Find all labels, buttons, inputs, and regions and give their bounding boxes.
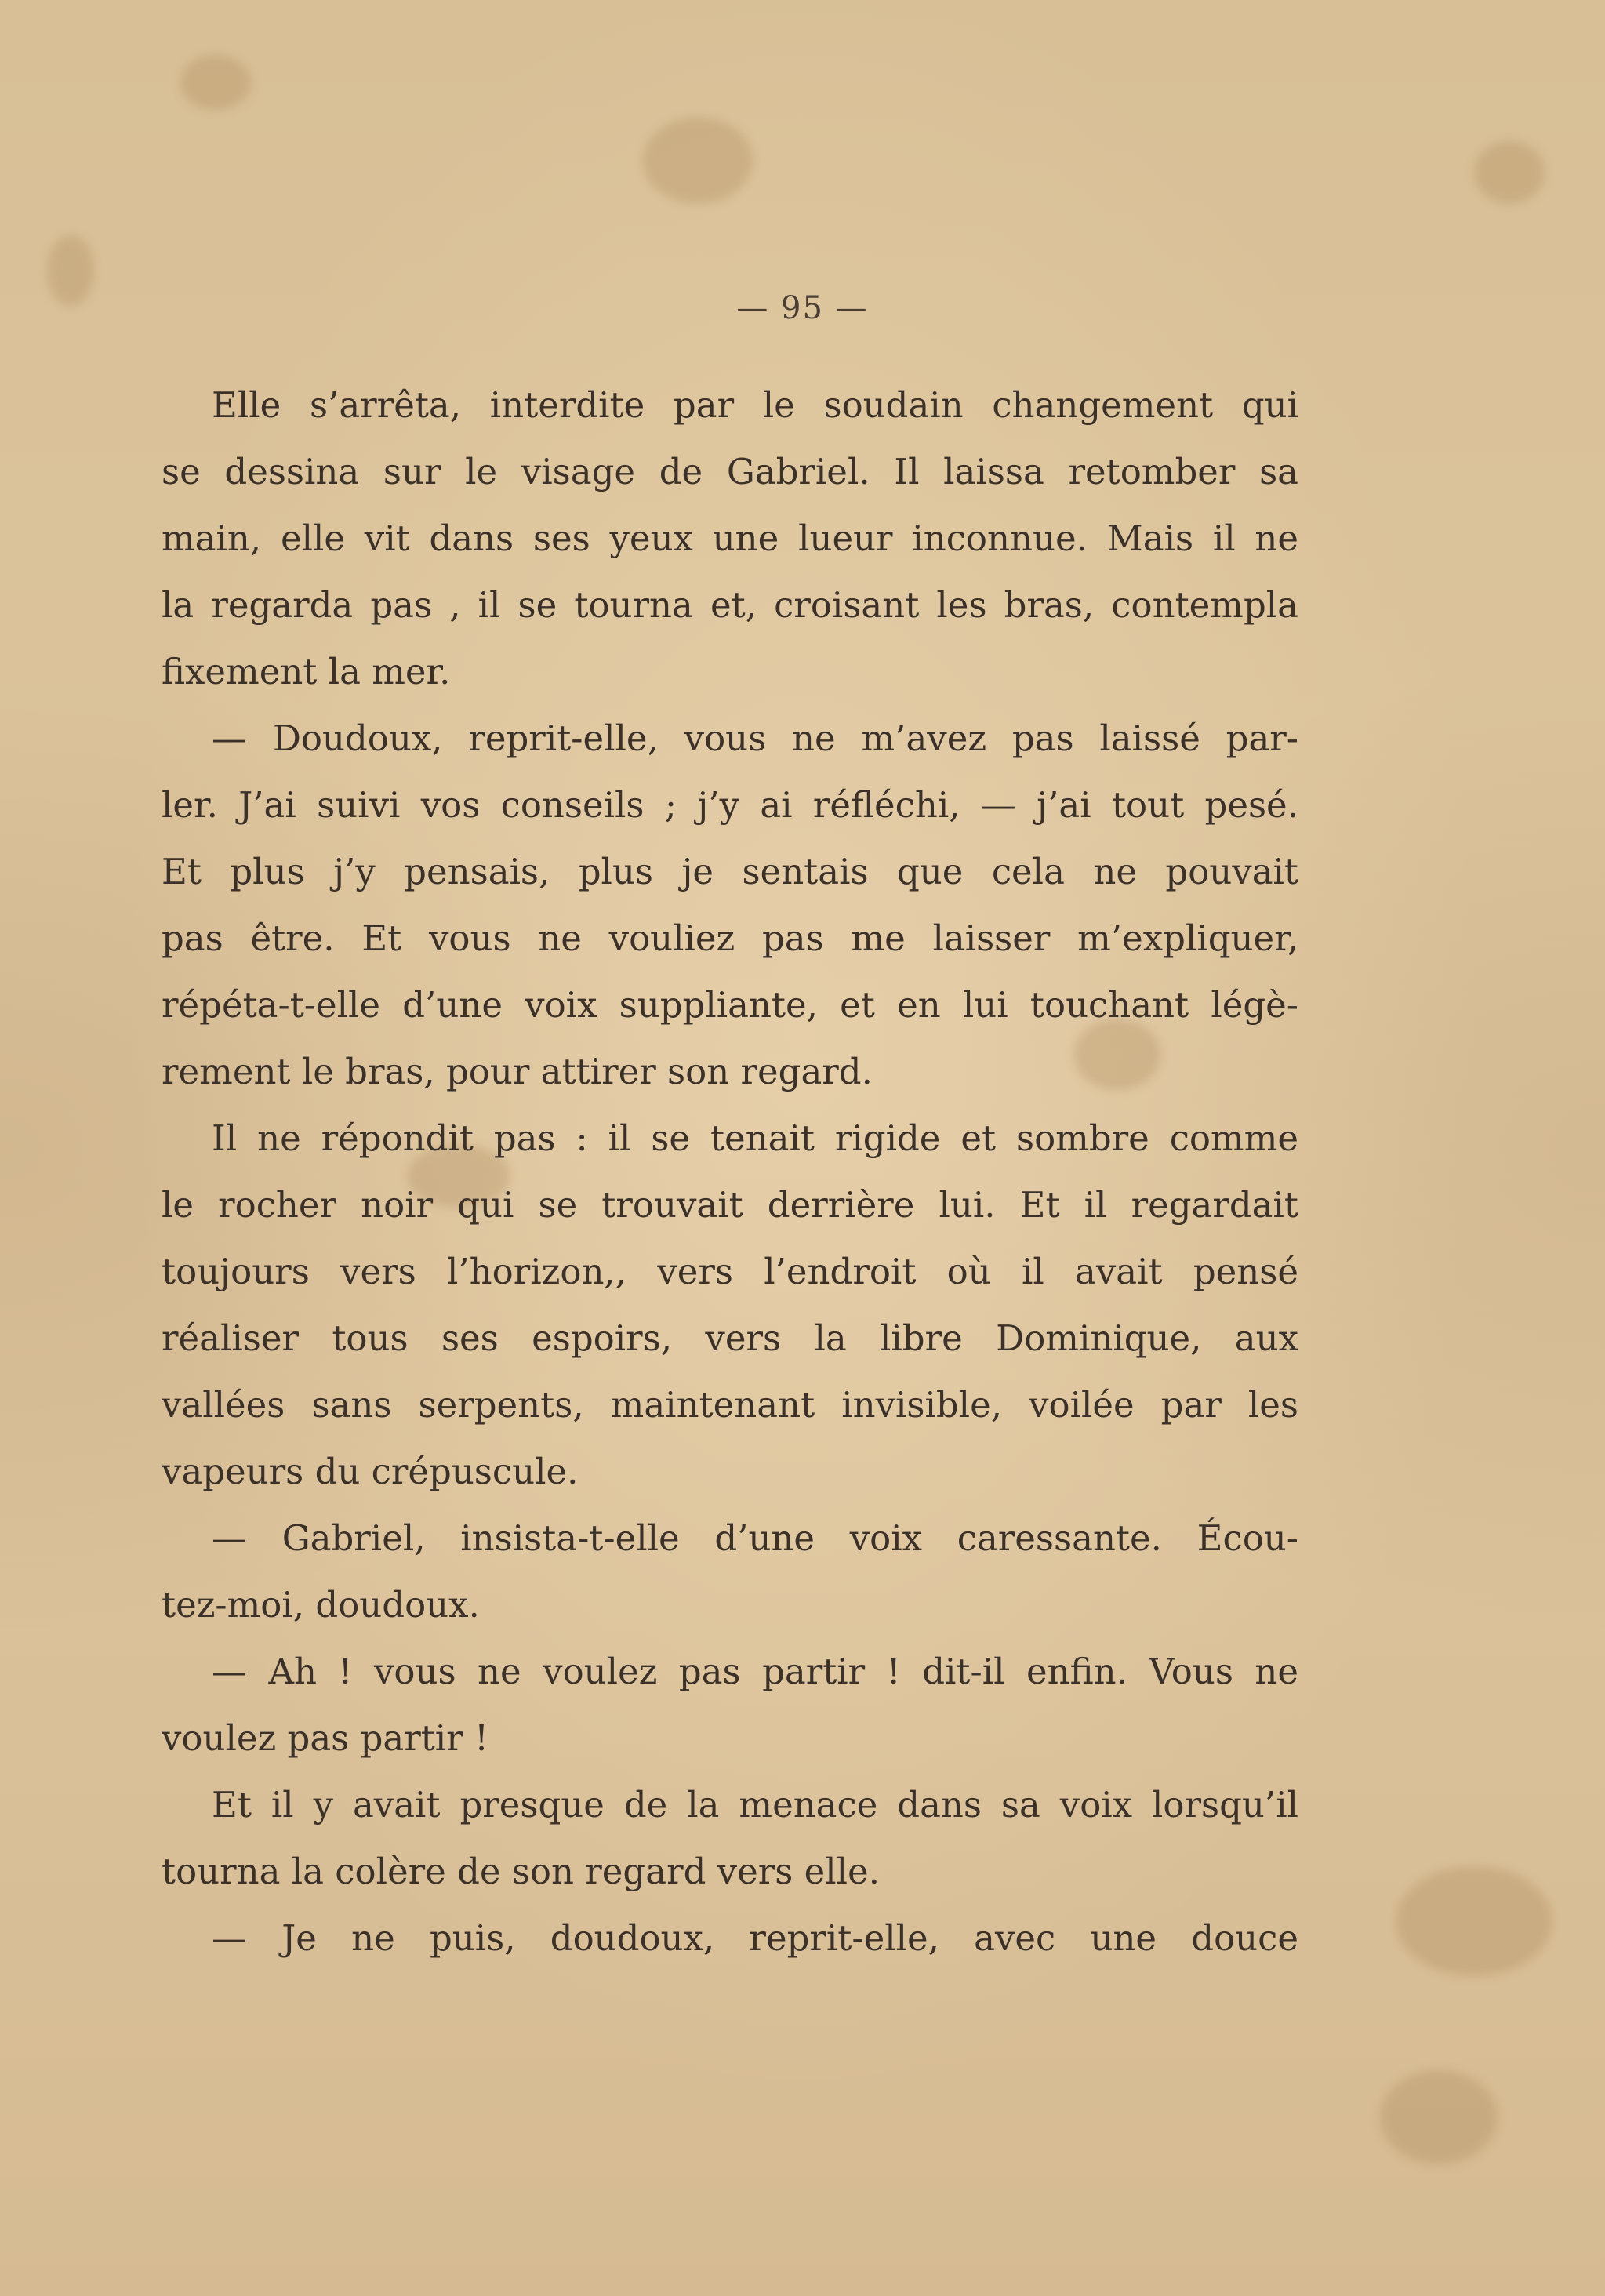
paper-stain — [180, 55, 251, 110]
text-line: main, elle vit dans ses yeux une lueur inconnue. Mais il ne — [162, 518, 1298, 559]
page-number: — 95 — — [736, 290, 869, 326]
text-line: — Ah ! vous ne voulez pas partir ! dit-il enfin. Vous ne — [212, 1651, 1298, 1692]
text-line: Et il y avait presque de la menace dans sa voix lorsqu’il — [212, 1784, 1298, 1826]
text-line: fixement la mer. — [162, 651, 451, 692]
text-line: le rocher noir qui se trouvait derrière lui. Et il regardait — [162, 1184, 1298, 1226]
text-line: toujours vers l’horizon,, vers l’endroit où il avait pensé — [162, 1251, 1298, 1292]
text-line: tez-moi, doudoux. — [162, 1584, 480, 1626]
text-line: pas être. Et vous ne vouliez pas me laisser m’expliquer, — [162, 917, 1298, 959]
paper-stain — [1474, 141, 1545, 204]
text-line: tourna la colère de son regard vers elle. — [162, 1851, 880, 1892]
text-line: rement le bras, pour attirer son regard. — [162, 1051, 873, 1092]
paper-stain — [1380, 2070, 1498, 2164]
text-line: — Doudoux, reprit-elle, vous ne m’avez pas laissé par- — [212, 718, 1298, 759]
text-line: ler. J’ai suivi vos conseils ; j’y ai réfléchi, — j’ai tout pesé. — [162, 784, 1298, 826]
text-line: Elle s’arrêta, interdite par le soudain changement qui — [212, 384, 1298, 426]
text-line: se dessina sur le visage de Gabriel. Il laissa retomber sa — [162, 451, 1298, 492]
text-line: — Je ne puis, doudoux, reprit-elle, avec une douce — [212, 1917, 1298, 1959]
text-line: Il ne répondit pas : il se tenait rigide et sombre comme — [212, 1117, 1298, 1159]
text-line: vallées sans serpents, maintenant invisible, voilée par les — [162, 1384, 1298, 1426]
paper-stain — [1396, 1866, 1552, 1976]
text-line: — Gabriel, insista-t-elle d’une voix caressante. Écou- — [212, 1517, 1298, 1559]
text-line: réaliser tous ses espoirs, vers la libre Dominique, aux — [162, 1317, 1298, 1359]
text-line: la regarda pas , il se tourna et, croisant les bras, contempla — [162, 584, 1298, 626]
body-text — [162, 372, 1298, 1971]
paper-stain — [643, 118, 753, 204]
text-line: répéta-t-elle d’une voix suppliante, et en lui touchant légè- — [162, 984, 1298, 1026]
text-line: Et plus j’y pensais, plus je sentais que cela ne pouvait — [162, 851, 1298, 892]
text-line: vapeurs du crépuscule. — [162, 1451, 579, 1492]
text-line: voulez pas partir ! — [162, 1717, 489, 1759]
